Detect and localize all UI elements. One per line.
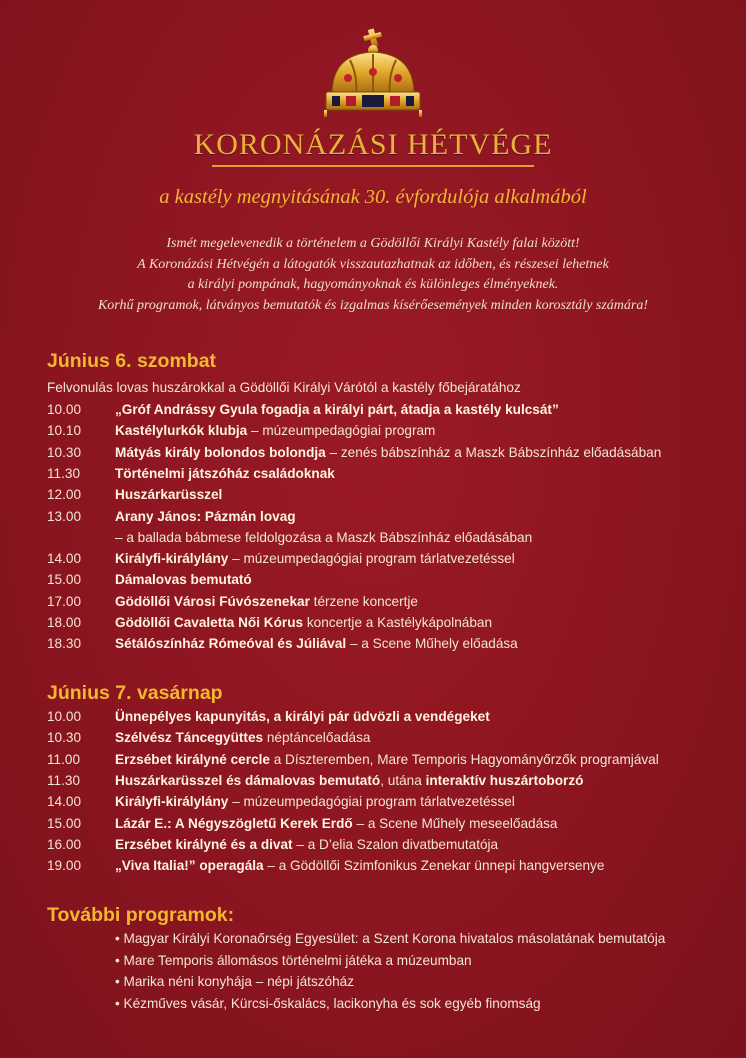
event-detail: – a Scene Műhely előadása — [346, 636, 518, 652]
event-time: 14.00 — [47, 551, 82, 567]
event-title: „Viva Italia!” operagála — [115, 858, 264, 874]
event-detail: – a Gödöllői Szimfonikus Zenekar ünnepi hangversenye — [263, 858, 605, 874]
event-time: 10.30 — [47, 444, 82, 460]
event-title-secondary: interaktív huszártoborzó — [425, 772, 584, 788]
event-title: Lázár E.: A Négyszögletű Kerek Erdő — [115, 815, 353, 831]
event-detail: – zenés bábszínház a Maszk Bábszínház előadásában — [325, 444, 662, 460]
event-time: 14.00 — [47, 794, 82, 810]
event-detail: a Díszteremben, Mare Temporis Hagyományőrzők programjával — [269, 751, 659, 767]
event-description — [115, 752, 659, 767]
event-time: 15.00 — [47, 572, 82, 588]
intro-line: Ismét megelevenedik a történelem a Gödöllői Királyi Kastély falai között! — [166, 236, 580, 251]
page-title: KORONÁZÁSI HÉTVÉGE — [193, 128, 553, 161]
more-program-item: • Kézműves vásár, Kürcsi-őskalács, lacikonyha és sok egyéb finomság — [115, 995, 541, 1011]
event-detail: – múzeumpedagógiai program tárlatvezetéssel — [228, 551, 515, 567]
event-title: Huszárkarüsszel és dámalovas bemutató — [115, 772, 381, 788]
event-title: Huszárkarüsszel — [115, 487, 223, 503]
holy-crown-icon — [318, 28, 428, 118]
event-description — [115, 572, 252, 587]
event-time: 17.00 — [47, 593, 82, 609]
event-time: 19.00 — [47, 858, 82, 874]
subtitle: a kastély megnyitásának 30. évfordulója alkalmából — [159, 186, 587, 208]
event-description — [115, 794, 515, 809]
event-time: 10.30 — [47, 730, 82, 746]
event-description — [115, 615, 492, 630]
more-program-item: • Magyar Királyi Koronaőrség Egyesület: a Szent Korona hivatalos másolatának bemutatója — [115, 931, 666, 946]
title-underline — [212, 165, 534, 167]
event-detail: – a Scene Műhely meseelőadása — [352, 815, 558, 831]
event-title: Királyfi-királylány — [115, 794, 229, 810]
event-title: Királyfi-királylány — [115, 551, 229, 567]
day2-heading: Június 7. vasárnap — [47, 682, 223, 704]
more-programs-heading: További programok: — [47, 904, 235, 926]
event-title: Erzsébet királyné és a divat — [115, 836, 293, 852]
event-title: Dámalovas bemutató — [115, 572, 252, 588]
event-time: 11.30 — [47, 465, 81, 481]
intro-text — [0, 234, 746, 316]
event-description — [115, 594, 418, 609]
event-title: Gödöllői Városi Fúvószenekar — [115, 593, 310, 609]
event-time: 13.00 — [47, 508, 82, 524]
event-description — [115, 509, 296, 524]
intro-line: A Koronázási Hétvégén a látogatók visszautazhatnak az időben, és részesei lehetnek — [137, 256, 609, 272]
event-description — [115, 466, 335, 481]
event-time: 10.00 — [47, 402, 82, 417]
more-program-item: • Mare Temporis állomásos történelmi játéka a múzeumban — [115, 952, 472, 968]
event-title: Arany János: Pázmán lovag — [115, 508, 296, 524]
event-time: 10.00 — [47, 709, 82, 724]
event-title: Sétálószínház Rómeóval és Júliával — [115, 636, 347, 652]
event-description — [115, 423, 435, 438]
event-title: Ünnepélyes kapunyitás, a királyi pár üdvözli a vendégeket — [115, 709, 490, 724]
event-time: 12.00 — [47, 487, 82, 503]
event-time: 10.10 — [47, 423, 82, 439]
event-description — [115, 773, 583, 788]
event-title: Történelmi játszóház családoknak — [115, 465, 335, 481]
event-detail: térzene koncertje — [309, 593, 418, 609]
event-time: 15.00 — [47, 815, 82, 831]
event-time: 18.30 — [47, 636, 82, 652]
event-time: 18.00 — [47, 615, 82, 630]
more-program-item: • Marika néni konyhája – népi játszóház — [115, 974, 355, 989]
event-detail: , utána — [380, 772, 426, 788]
event-description — [115, 551, 515, 566]
intro-line: a királyi pompának, hagyományoknak és különleges élményeknek. — [187, 277, 559, 293]
event-detail: – múzeumpedagógiai program — [247, 423, 436, 439]
event-detail: – múzeumpedagógiai program tárlatvezetéssel — [228, 794, 515, 810]
event-description — [115, 530, 532, 545]
event-description — [115, 402, 559, 417]
event-description — [115, 730, 370, 745]
event-description — [115, 837, 498, 852]
event-detail: néptáncelőadása — [263, 730, 371, 746]
event-detail: koncertje a Kastélykápolnában — [303, 615, 493, 630]
event-description — [115, 636, 518, 651]
event-detail: – a ballada bábmese feldolgozása a Maszk Bábszínház előadásában — [115, 529, 533, 545]
day1-heading: Június 6. szombat — [47, 350, 217, 372]
event-title: Gödöllői Cavaletta Női Kórus — [115, 615, 304, 630]
event-title: Kastélylurkók klubja — [115, 423, 248, 439]
event-title: Mátyás király bolondos bolondja — [115, 444, 326, 460]
event-title: „Gróf Andrássy Gyula fogadja a királyi párt, átadja a kastély kulcsát” — [115, 402, 559, 417]
intro-line: Korhű programok, látványos bemutatók és izgalmas kísérőesemények minden korosztály számára! — [97, 297, 649, 313]
event-detail: – a D’elia Szalon divatbemutatója — [292, 836, 499, 852]
event-time: 11.30 — [47, 772, 81, 788]
event-description — [115, 858, 604, 873]
event-time: 16.00 — [47, 836, 82, 852]
event-title: Szélvész Táncegyüttes — [115, 730, 264, 746]
event-time: 11.00 — [47, 751, 81, 767]
day1-opening-line: Felvonulás lovas huszárokkal a Gödöllői Királyi Várótól a kastély főbejáratához — [47, 380, 521, 395]
event-description — [115, 487, 222, 502]
event-description — [115, 709, 490, 724]
event-description — [115, 445, 661, 460]
event-description — [115, 816, 558, 831]
event-title: Erzsébet királyné cercle — [115, 751, 270, 767]
